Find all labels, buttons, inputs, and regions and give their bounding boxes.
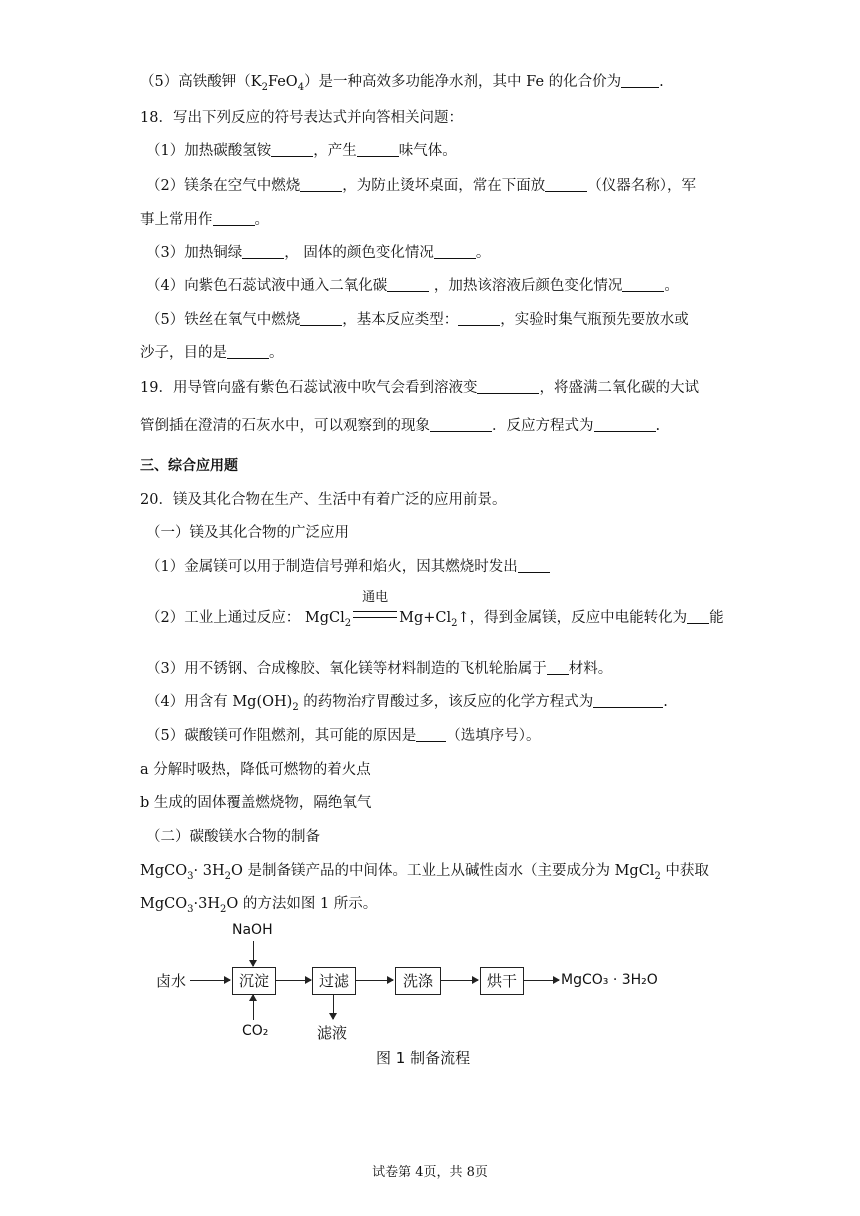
flow-input-label: 卤水	[156, 972, 187, 990]
flow-step-wash: 洗涤	[395, 967, 441, 995]
answer-blank[interactable]	[357, 142, 399, 157]
question-20: 20．镁及其化合物在生产、生活中有着广泛的应用前景。	[140, 492, 507, 508]
q17-part5: （5）高铁酸钾$(K_2FeO_4)$是一种高效多功能净水剂，其中 Fe 的化合价为 .	[140, 74, 664, 93]
q18-part5: （5）铁丝在氧气中燃烧 ，基本反应类型： ，实验时集气瓶预先要放水或	[146, 312, 689, 328]
flow-arrow	[440, 980, 478, 981]
answer-blank[interactable]	[545, 177, 587, 192]
answer-blank[interactable]	[416, 727, 446, 742]
answer-blank[interactable]	[458, 311, 500, 326]
q20-part-two-title: （二）碳酸镁水合物的制备	[146, 829, 320, 845]
flow-arrow	[355, 980, 393, 981]
flow-byproduct: 滤液	[317, 1024, 348, 1042]
reaction-condition: 通电	[362, 590, 389, 605]
q20-part2: （2）工业上通过反应： MgCl$_2$ 通电 $Mg+Cl_2↑$，得到金属镁，反应中电能转化为 能	[146, 608, 724, 634]
q20-part1: （1）金属镁可以用于制造信号弹和焰火，因其燃烧时发出	[146, 557, 550, 577]
answer-blank[interactable]	[387, 277, 429, 292]
reaction-equation: MgCl$_2$ 通电 $Mg+Cl_2↑$	[304, 590, 470, 629]
answer-blank[interactable]	[621, 73, 659, 88]
q20-part3: （3）用不锈钢、合成橡胶、氧化镁等材料制造的飞机轮胎属于 材料。	[146, 661, 613, 677]
answer-blank[interactable]	[593, 693, 663, 708]
answer-blank[interactable]	[434, 244, 476, 259]
page-footer: 试卷第 4页，共 8页	[372, 1165, 488, 1180]
q18-part1: （1）加热碳酸氢铵 ，产生 味气体。	[146, 143, 457, 159]
answer-blank[interactable]	[300, 177, 342, 192]
answer-blank[interactable]	[622, 277, 664, 292]
option-b: b 生成的固体覆盖燃烧物，隔绝氧气	[140, 795, 372, 811]
q20-part4: （4）用含有 $Mg(OH)_2$ 的药物治疗胃酸过多，该反应的化学方程式为 .	[146, 694, 668, 713]
option-a: a 分解时吸热，降低可燃物的着火点	[140, 762, 371, 778]
equals-sign	[353, 611, 397, 618]
question-18: 18．写出下列反应的符号表达式并向答相关问题：	[140, 110, 463, 126]
q18-part2: （2）镁条在空气中燃烧 ，为防止烫坏桌面，常在下面放 （仪器名称），军	[146, 178, 696, 194]
flow-reagent-bottom: CO₂	[242, 1023, 269, 1039]
flow-step-dry: 烘干	[480, 967, 524, 995]
flow-step-filter: 过滤	[312, 967, 356, 995]
section-title: 三、综合应用题	[140, 458, 238, 474]
answer-blank[interactable]	[594, 417, 656, 432]
answer-blank[interactable]	[213, 211, 255, 226]
q18-part4: （4）向紫色石蕊试液中通入二氧化碳 ，加热该溶液后颜色变化情况 。	[146, 278, 679, 294]
answer-blank[interactable]	[300, 311, 342, 326]
answer-blank[interactable]	[227, 344, 269, 359]
paragraph-line-1: MgCO$_3$· $3H_2O$ 是制备镁产品的中间体。工业上从碱性卤水（主要成分为 MgCl$_2$ 中获取	[140, 863, 709, 882]
q20-part-one-title: （一）镁及其化合物的广泛应用	[146, 525, 349, 541]
flow-arrow	[190, 980, 230, 981]
flow-output-product: MgCO₃ · 3H₂O	[561, 972, 658, 988]
flow-arrow	[275, 980, 311, 981]
flow-arrow-down	[333, 995, 334, 1019]
answer-blank[interactable]	[271, 142, 313, 157]
question-19: 19．用导管向盛有紫色石蕊试液中吹气会看到溶液变 ，将盛满二氧化碳的大试	[140, 380, 699, 396]
q18-part5-cont: 沙子，目的是 。	[140, 345, 284, 361]
flowchart	[140, 915, 720, 1075]
flow-reagent-top: NaOH	[232, 922, 273, 938]
figure-caption: 图 1 制备流程	[376, 1049, 471, 1067]
flow-arrow-down	[253, 941, 254, 966]
answer-blank[interactable]	[687, 609, 709, 624]
gas-arrow: ↑	[457, 610, 470, 626]
q18-part3: （3）加热铜绿 ， 固体的颜色变化情况 。	[146, 245, 491, 261]
answer-blank[interactable]	[518, 558, 550, 573]
q20-part5: （5）碳酸镁可作阻燃剂，其可能的原因是 （选填序号）。	[146, 728, 541, 744]
answer-blank[interactable]	[430, 417, 492, 432]
answer-blank[interactable]	[242, 244, 284, 259]
q18-part2-cont: 事上常用作 。	[140, 212, 269, 228]
flow-arrow-up	[253, 995, 254, 1020]
question-19-cont: 管倒插在澄清的石灰水中，可以观察到的现象 ．反应方程式为 .	[140, 418, 661, 434]
answer-blank[interactable]	[477, 379, 539, 394]
answer-blank[interactable]	[547, 660, 569, 675]
paragraph-line-2: $MgCO_3\cdot 3H_2O$ 的方法如图 1 所示。	[140, 896, 378, 915]
flow-step-precipitate: 沉淀	[232, 967, 276, 995]
flow-arrow	[523, 980, 559, 981]
